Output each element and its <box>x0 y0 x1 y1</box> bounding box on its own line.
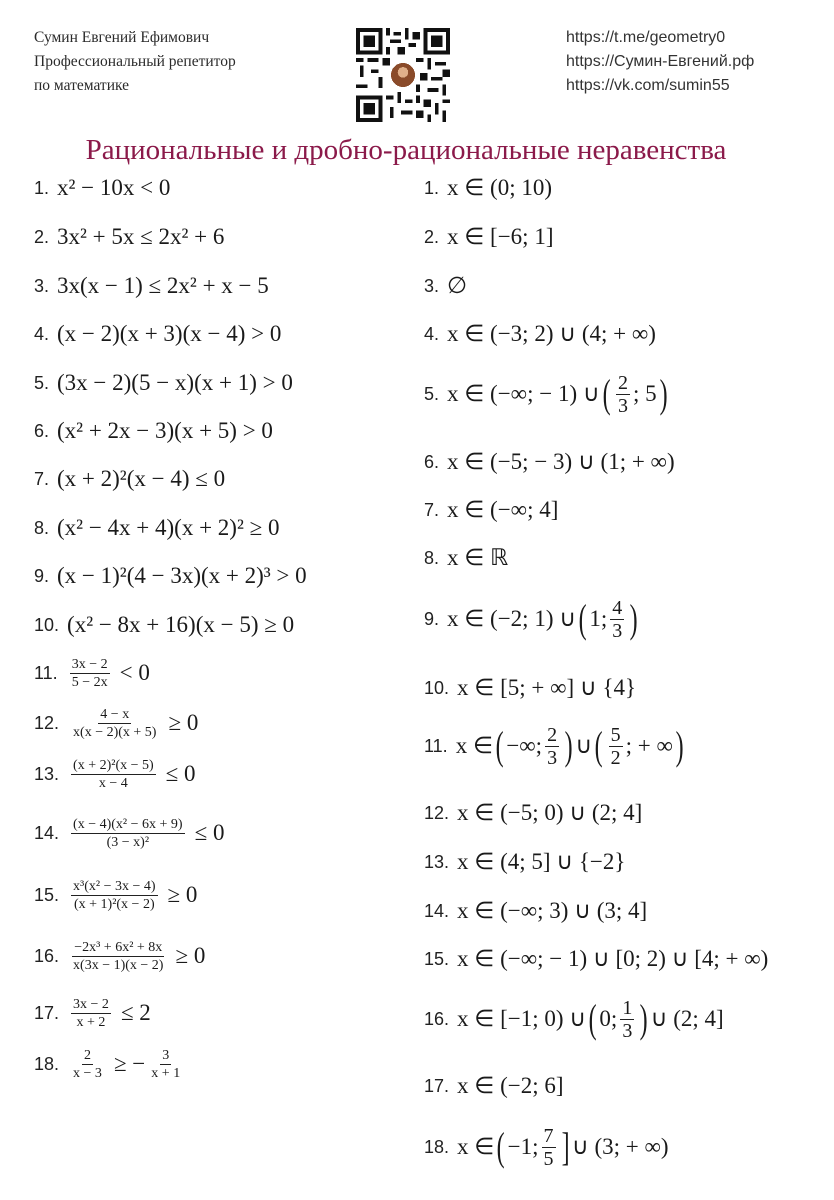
author-name: Сумин Евгений Ефимович <box>34 29 210 46</box>
answer-text: x ∈ (−5; 0) ∪ (2; 4] <box>457 800 643 825</box>
answer-text: x ∈ ℝ <box>447 545 509 570</box>
problem-10: 10. (x² − 8x + 16)(x − 5) ≥ 0 <box>34 612 295 637</box>
problem-16: 16. $\frac{\text{−2x³ + 6x² + 8x}}{x(3x - 1)(x - 2)}$ ≥ 0 <box>34 939 206 973</box>
fraction: $\frac{\text{(x + 2)²(x − 5)}}{x - 4}$ <box>73 757 154 791</box>
problem-13: 13. $\frac{\text{(x + 2)²(x − 5)}}{x - 4}$ ≤ 0 <box>34 757 196 791</box>
problem-5: 5. (3x − 2)(5 − x)(x + 1) > 0 <box>34 370 293 395</box>
problem-11: 11. $\frac{3x - 2}{5 - 2x}$ < 0 <box>34 656 150 690</box>
answer-text: x ∈ (0; 10) <box>447 175 553 200</box>
fraction: 4 3 <box>612 596 623 642</box>
answer-1: 1. x ∈ (0; 10) <box>424 175 553 200</box>
problem-3: 3. 3x(x − 1) ≤ 2x² + x − 5 <box>34 273 269 298</box>
answer-14: 14. x ∈ (−∞; 3) ∪ (3; 4] <box>424 898 648 923</box>
answer-text: x ∈ (−∞; 3) ∪ (3; 4] <box>457 898 648 923</box>
answer-2: 2. x ∈ [−6; 1] <box>424 224 554 249</box>
fraction: 5 2 <box>610 723 621 769</box>
answer-16: 16. x ∈ [−1; 0) ∪ ( 0; 1 3 ) ∪ (2; 4] <box>424 996 724 1042</box>
fraction: $\frac{4 - x}{x(x - 2)(x + 5)}$ <box>73 706 157 740</box>
fraction: 1 3 <box>622 996 633 1042</box>
link-telegram[interactable]: https://t.me/geometry0 <box>566 29 726 46</box>
problem-18: 18. $\frac{2}{x - 3}$ ≥ − $\frac{3}{x + 1}$ <box>34 1047 181 1081</box>
author-role: Профессиональный репетитор <box>34 53 236 70</box>
answer-17: 17. x ∈ (−2; 6] <box>424 1073 564 1098</box>
links-block <box>566 26 754 98</box>
answer-18: 18. x ∈ ( −1; 7 5 ] ∪ (3; + ∞) <box>424 1124 669 1170</box>
qr-code-icon <box>356 28 450 122</box>
answer-11: 11. x ∈ ( −∞; 2 3 ) ∪ ( 5 2 ; + ∞ ) <box>424 723 684 769</box>
problem-7: 7. (x + 2)²(x − 4) ≤ 0 <box>34 466 226 491</box>
problem-17: 17. $\frac{3x - 2}{x + 2}$ ≤ 2 <box>34 996 151 1030</box>
answer-text: x ∈ (−2; 6] <box>457 1073 564 1098</box>
answer-15: 15. x ∈ (−∞; − 1) ∪ [0; 2) ∪ [4; + ∞) <box>424 946 769 971</box>
answer-text: x ∈ (−3; 2) ∪ (4; + ∞) <box>447 321 656 346</box>
problem-text: (x² − 8x + 16)(x − 5) ≥ 0 <box>67 612 295 637</box>
problem-text: (x² + 2x − 3)(x + 5) > 0 <box>57 418 273 443</box>
fraction: $\frac{3x - 2}{5 - 2x}$ <box>71 656 108 690</box>
fraction: $\frac{\text{(x − 4)(x² − 6x + 9)}}{\text{(3 − x)²}}$ <box>73 816 183 850</box>
fraction: $\frac{\text{x³(x² − 3x − 4)}}{\text{(x + 1)²(x − 2)}}$ <box>73 878 156 912</box>
problem-14: 14. $\frac{\text{(x − 4)(x² − 6x + 9)}}{\text{(3 − x)²}}$ ≤ 0 <box>34 816 225 850</box>
problem-text: (x² − 4x + 4)(x + 2)² ≥ 0 <box>57 515 280 540</box>
answer-10: 10. x ∈ [5; + ∞] ∪ {4} <box>424 675 637 700</box>
fraction: $\frac{2}{x - 3}$ <box>73 1047 102 1081</box>
answer-8: 8. x ∈ ℝ <box>424 545 509 570</box>
problem-12: 12. $\frac{4 - x}{x(x - 2)(x + 5)}$ ≥ 0 <box>34 706 199 740</box>
problem-8: 8. (x² − 4x + 4)(x + 2)² ≥ 0 <box>34 515 280 540</box>
answer-3: 3. ∅ <box>424 273 468 298</box>
problem-15: 15. $\frac{\text{x³(x² − 3x − 4)}}{\text{(x + 1)²(x − 2)}}$ ≥ 0 <box>34 878 198 912</box>
problem-4: 4. (x − 2)(x + 3)(x − 4) > 0 <box>34 321 282 346</box>
answer-text: x ∈ [−6; 1] <box>447 224 554 249</box>
answer-text: x ∈ [5; + ∞] ∪ {4} <box>457 675 637 700</box>
fraction: $\frac{\text{−2x³ + 6x² + 8x}}{x(3x - 1)(x - 2)}$ <box>73 939 164 973</box>
problem-text: x² − 10x < 0 <box>57 175 171 200</box>
answer-5: 5. x ∈ (−∞; − 1) ∪ ( 2 3 ; 5 ) <box>424 371 668 417</box>
fraction: 2 3 <box>618 371 629 417</box>
answer-text: x ∈ (−∞; − 1) ∪ [0; 2) ∪ [4; + ∞) <box>457 946 769 971</box>
problem-text: (x + 2)²(x − 4) ≤ 0 <box>57 466 226 491</box>
answer-9: 9. x ∈ (−2; 1) ∪ ( 1; 4 3 ) <box>424 596 638 642</box>
problem-text: (x − 1)²(4 − 3x)(x + 2)³ > 0 <box>57 563 307 588</box>
author-block <box>34 26 236 98</box>
problem-text: 3x² + 5x ≤ 2x² + 6 <box>57 224 225 249</box>
problem-text: (x − 2)(x + 3)(x − 4) > 0 <box>57 321 282 346</box>
problem-6: 6. (x² + 2x − 3)(x + 5) > 0 <box>34 418 273 443</box>
answer-text: x ∈ (−∞; 4] <box>447 497 559 522</box>
answer-7: 7. x ∈ (−∞; 4] <box>424 497 559 522</box>
answer-13: 13. x ∈ (4; 5] ∪ {−2} <box>424 849 626 874</box>
problem-text: (3x − 2)(5 − x)(x + 1) > 0 <box>57 370 293 395</box>
answer-12: 12. x ∈ (−5; 0) ∪ (2; 4] <box>424 800 643 825</box>
answer-text: x ∈ (−5; − 3) ∪ (1; + ∞) <box>447 449 675 474</box>
problem-1: 1. x² − 10x < 0 <box>34 175 171 200</box>
fraction: $\frac{3}{x + 1}$ <box>151 1047 181 1081</box>
problem-9: 9. (x − 1)²(4 − 3x)(x + 2)³ > 0 <box>34 563 307 588</box>
fraction: 7 5 <box>543 1124 554 1170</box>
fraction: 2 3 <box>547 723 558 769</box>
answer-text: x ∈ (4; 5] ∪ {−2} <box>457 849 626 874</box>
link-site[interactable]: https://Сумин-Евгений.рф <box>566 53 755 70</box>
fraction: $\frac{3x - 2}{x + 2}$ <box>73 996 109 1030</box>
answer-6: 6. x ∈ (−5; − 3) ∪ (1; + ∞) <box>424 449 675 474</box>
problem-2: 2. 3x² + 5x ≤ 2x² + 6 <box>34 224 225 249</box>
author-subject: по математике <box>34 77 130 94</box>
answer-text: ∅ <box>447 273 468 298</box>
link-vk[interactable]: https://vk.com/sumin55 <box>566 77 730 94</box>
problem-text: 3x(x − 1) ≤ 2x² + x − 5 <box>57 273 269 298</box>
answer-4: 4. x ∈ (−3; 2) ∪ (4; + ∞) <box>424 321 656 346</box>
page-title: Рациональные и дробно-рациональные неравенства <box>85 134 727 166</box>
